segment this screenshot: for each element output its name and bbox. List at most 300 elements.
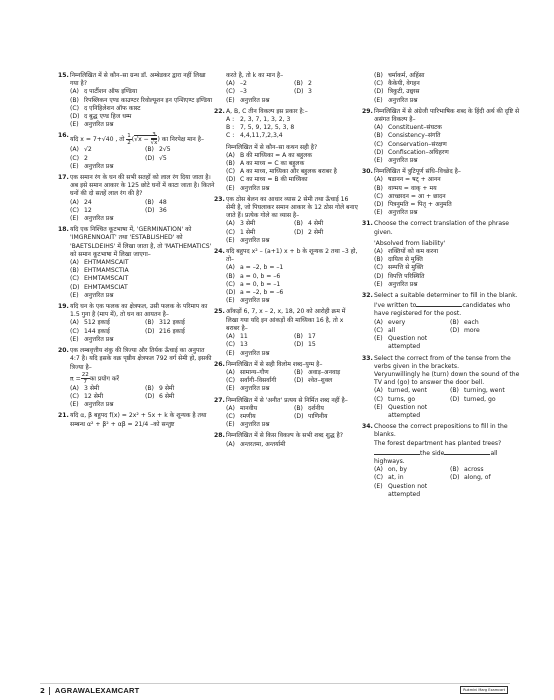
option-label: (B) — [145, 384, 154, 392]
answer-option — [226, 264, 358, 272]
option-text: अनुत्तरित प्रश्न — [388, 96, 418, 104]
answer-option — [145, 207, 216, 215]
answer-option — [374, 319, 446, 327]
option-text: 11 — [240, 333, 248, 341]
answer-option — [226, 124, 358, 132]
answer-option — [374, 185, 522, 193]
option-label: (A) — [374, 248, 383, 256]
answer-option — [294, 80, 358, 88]
option-text: अनुत्तरित प्रश्न — [240, 385, 270, 393]
sentence-start: I've written to — [374, 302, 417, 310]
answer-option — [374, 273, 522, 281]
question-number: 30. — [362, 168, 373, 176]
options-list — [70, 146, 216, 171]
question-stem — [214, 248, 358, 264]
option-label: (A) — [70, 259, 79, 267]
option-text: 216 इकाई — [159, 327, 185, 335]
options-grid — [374, 387, 522, 420]
answer-option — [145, 385, 216, 393]
question-number: 31. — [362, 220, 373, 228]
answer-option — [70, 105, 216, 113]
question-number: 19. — [58, 303, 69, 311]
option-text: a = 0, b = –1 — [240, 280, 281, 288]
option-label: (B) — [70, 267, 79, 275]
option-text: अनुत्तरित प्रश्न — [388, 280, 418, 288]
options-list — [70, 88, 216, 129]
option-label: (D) — [294, 341, 304, 349]
footer-divider — [40, 683, 510, 684]
option-label: (C) — [70, 206, 80, 214]
answer-option — [294, 413, 358, 421]
option-text: A का माध्य, माध्यिका और बहुलक बराबर है — [240, 168, 337, 176]
question-stem — [214, 144, 358, 152]
option-text: अन्तरतमा, अन्तर्यामी — [240, 440, 286, 448]
options-list — [70, 319, 216, 344]
option-label: (C) — [226, 280, 236, 288]
option-text: A का माध्य = C का बहुलक — [240, 160, 305, 168]
question-stem — [58, 132, 216, 146]
question-stem — [214, 108, 358, 116]
question-number: 26. — [214, 360, 225, 368]
option-label: (B) — [374, 72, 383, 79]
option-text: EHTMAMSCAIT — [84, 259, 129, 267]
answer-option — [226, 369, 290, 377]
option-label: (E) — [226, 421, 235, 429]
answer-option — [374, 132, 522, 140]
option-label: (A) — [374, 466, 383, 474]
option-text: 6 सेमी — [159, 392, 175, 400]
question-text: निम्नलिखित में से किस विकल्प के सभी शब्द शुद्ध है? — [226, 432, 343, 440]
answer-option — [226, 185, 358, 193]
answer-option — [145, 155, 216, 163]
option-label: (D) — [450, 395, 460, 403]
option-label: (C) — [226, 377, 236, 385]
question-text: यदि α, β बहुपद f(x) = 2x² + 5x + k के शून्यक है तथा सम्बन्ध α² + β² + αβ = 21/4 –को सन्तुष्ट — [70, 412, 207, 428]
question-text: Choose the correct prepositions to fill in the blanks. — [374, 423, 508, 439]
option-text: 2 सेमी — [308, 228, 324, 236]
answer-option — [374, 327, 446, 335]
option-label: (B) — [450, 387, 459, 395]
option-label: (D) — [145, 392, 155, 400]
option-text: 144 इकाई — [84, 327, 110, 335]
option-text: Question not attempted — [388, 335, 428, 351]
option-label: (D) — [294, 412, 304, 420]
option-label: (E) — [226, 96, 235, 104]
option-label: (A) — [226, 440, 235, 448]
answer-option — [294, 369, 358, 377]
option-text: द बुद्ध एण्ड हिज धम्म — [84, 113, 132, 121]
answer-option — [294, 220, 358, 228]
option-label: (D) — [450, 326, 460, 334]
option-label: (D) — [374, 201, 384, 209]
option-text: श्वेत–शुक्ल — [308, 377, 333, 385]
option-text: 3 — [308, 88, 312, 96]
math-prefix: यदि x = 7+√40 , तो — [70, 136, 125, 144]
question-number: 24. — [214, 248, 225, 256]
option-text: 2, 3, 7, 1, 3, 2, 3 — [240, 116, 291, 124]
option-text: चर्माकर्म, अहिंसा — [388, 72, 425, 79]
answer-option — [70, 319, 141, 327]
option-text: अवाड़–अनवाड़ — [308, 368, 341, 376]
option-text: द पार्टीशन ऑफ इण्डिया — [84, 88, 138, 96]
options-list — [374, 72, 522, 105]
answer-option — [226, 80, 290, 88]
option-label: (D) — [294, 88, 304, 96]
option-text: दर्शनीय — [308, 404, 324, 412]
options-list — [226, 220, 358, 245]
question-stem — [214, 196, 358, 221]
option-label: (E) — [374, 157, 383, 165]
question-text: 'Absolved from liability' — [374, 239, 446, 247]
option-text: त्रिकुटी, उछ्वास — [388, 88, 420, 96]
option-label: (B) — [294, 368, 303, 376]
option-label: (C) — [70, 104, 80, 112]
option-text: 17 — [308, 333, 316, 341]
fill-blank — [416, 300, 462, 307]
option-label: (D) — [226, 289, 236, 297]
option-text: every — [388, 318, 406, 326]
option-label: (A) — [70, 319, 79, 327]
question-number: 28. — [214, 432, 225, 440]
answer-option — [70, 88, 216, 96]
question-number: 22. — [214, 107, 225, 115]
option-label: (B) — [294, 404, 303, 412]
question-text: आँकड़ों 6, 7, x – 2, x, 18, 20 को आरोही क्रम में लिखा गया यदि इन आंकड़ों की माध्यिका 16 है, तो x बराबर है– — [226, 308, 346, 332]
column-left — [58, 72, 216, 432]
option-text: 312 इकाई — [159, 319, 185, 327]
question-item — [214, 308, 358, 357]
options-list — [226, 264, 358, 305]
question-item — [58, 72, 216, 129]
option-label: (E) — [226, 385, 235, 393]
option-text: turned, go — [464, 395, 496, 403]
option-text: मानवीय — [240, 404, 258, 412]
option-label: (C) — [70, 154, 80, 162]
option-text: EHMTAMSCAIT — [84, 275, 129, 283]
option-text: C का माध्य = B की माध्यिका — [240, 176, 308, 184]
option-label: (B) — [294, 80, 303, 88]
option-text: Confiscation–अधिहरण — [388, 148, 449, 156]
question-34 — [362, 423, 522, 499]
question-sentence: The forest department has planted trees? — [374, 439, 502, 447]
option-text: सम्पत्ति से मुक्ति — [388, 264, 424, 272]
option-label: (C) — [374, 192, 384, 200]
answer-option — [70, 163, 141, 171]
answer-option — [70, 199, 141, 207]
question-item — [214, 397, 358, 430]
answer-option — [226, 350, 290, 358]
answer-option — [294, 341, 358, 349]
answer-option — [226, 297, 358, 305]
question-number: 18. — [58, 226, 69, 234]
option-label: (B) — [374, 184, 383, 192]
option-text: अनुत्तरित प्रश्न — [84, 291, 114, 299]
answer-option — [70, 207, 141, 215]
answer-option — [374, 88, 522, 96]
answer-option — [374, 141, 522, 149]
question-text: यदि एक निश्चित कूटभाषा में, 'GERMINATION' को 'IMGRENNOAIT' तथा 'ESTABLISHED' को 'BAETSLDEIHS' में लिखा जाता है, तो 'MATHEMATICS' को समान कूटभाषा में लिखा जाएगा– — [70, 226, 212, 258]
option-label: (B) — [294, 220, 303, 228]
option-label: (C) — [226, 88, 236, 96]
option-text: रमणीय — [240, 412, 256, 420]
option-label: (E) — [226, 349, 235, 357]
answer-option — [450, 474, 522, 482]
sentence-part: all — [490, 449, 498, 457]
option-text: along, of — [464, 474, 491, 482]
option-text: Conservation–संरक्षण — [388, 140, 447, 148]
question-text: करते है, तो k का मान है– — [226, 72, 284, 79]
answer-option — [145, 199, 216, 207]
question-32 — [362, 292, 522, 351]
option-text: अनुत्तरित प्रश्न — [240, 421, 270, 429]
option-text: EHMTAMSCIAT — [84, 283, 128, 291]
question-number: 23. — [214, 195, 225, 203]
answer-option — [226, 421, 290, 429]
brand-logo: AGRAWAL — [54, 685, 96, 695]
option-text: 4 सेमी — [308, 220, 324, 228]
option-text: 48 — [159, 198, 167, 206]
answer-option — [70, 393, 141, 401]
question-stem — [58, 72, 216, 88]
option-text: आच्छादन = आ + छादन — [388, 192, 446, 200]
option-label: (B) — [145, 319, 154, 327]
option-text: B की माध्यिका = A का बहुलक — [240, 151, 313, 159]
option-label: (A) — [226, 220, 235, 228]
option-text: Question not attempted — [388, 403, 428, 419]
option-label: (A) — [70, 88, 79, 96]
column-right — [362, 72, 522, 502]
option-label: (A) — [226, 404, 235, 412]
option-text: 2 — [308, 80, 312, 88]
answer-option — [374, 193, 522, 201]
question-text: Select a suitable determiner to fill in the blank. — [374, 292, 518, 300]
question-number — [214, 72, 226, 80]
option-text: 7, 5, 9, 12, 5, 3, 8 — [240, 124, 295, 132]
option-text: अनुत्तरित प्रश्न — [84, 121, 114, 129]
option-text: 13 — [240, 341, 248, 349]
option-text: Constituent–संघटक — [388, 124, 442, 132]
question-number — [362, 240, 374, 248]
math-suffix: का निरपेक्ष मान है– — [161, 136, 205, 144]
answer-option — [70, 155, 141, 163]
question-stem — [214, 361, 358, 369]
question-stem — [362, 220, 522, 236]
answer-option — [374, 474, 446, 482]
answer-option — [70, 215, 141, 223]
question-stem — [214, 397, 358, 405]
option-label: (C) — [226, 412, 236, 420]
option-text: विपत्ति परिस्थिति — [388, 272, 425, 280]
formula-tail: का प्रयोग करें — [89, 375, 120, 383]
answer-option — [374, 483, 446, 499]
answer-option — [374, 72, 522, 80]
option-text: रिपब्लिकन एण्ड काउण्टर रिवोल्यूशन इन एन्शिएण्ट इण्डिया — [84, 96, 213, 104]
option-text: √2 — [84, 146, 92, 154]
options-grid — [374, 466, 522, 499]
answer-option — [70, 97, 216, 105]
option-text: अनुत्तरित प्रश्न — [388, 157, 418, 165]
options-list — [226, 80, 358, 105]
answer-option — [226, 229, 290, 237]
option-label: (A) — [374, 176, 383, 184]
question-item — [362, 220, 522, 236]
answer-option — [70, 121, 216, 129]
option-text: अनुत्तरित प्रश्न — [84, 162, 114, 170]
option-text: दायित्व से मुक्ति — [388, 256, 423, 264]
question-stem — [58, 347, 216, 372]
footer-separator — [49, 687, 50, 695]
option-label: (C) — [70, 392, 80, 400]
option-text: अनुत्तरित प्रश्न — [84, 401, 114, 409]
option-label: (C) — [70, 327, 80, 335]
answer-option — [374, 157, 522, 165]
options-list — [226, 441, 358, 449]
option-label: (A) — [226, 333, 235, 341]
answer-option — [70, 284, 216, 292]
answer-option — [226, 116, 358, 124]
option-text: at, in — [388, 474, 404, 482]
option-text: a = –2, b = –6 — [240, 289, 284, 297]
answer-option — [226, 237, 290, 245]
question-stem — [58, 303, 216, 319]
option-label: (C) — [226, 168, 236, 176]
answer-option — [145, 328, 216, 336]
answer-option — [374, 264, 522, 272]
option-text: a = 0, b = –6 — [240, 272, 281, 280]
option-label: (E) — [226, 297, 235, 305]
question-number: 16. — [58, 132, 69, 140]
question-number: 34. — [362, 423, 373, 431]
question-number: 32. — [362, 292, 373, 300]
answer-option — [294, 405, 358, 413]
option-label: (E) — [374, 403, 383, 411]
answer-option — [374, 404, 446, 420]
question-number: 17. — [58, 174, 69, 182]
question-number: 20. — [58, 347, 69, 355]
question-item — [362, 240, 522, 289]
question-stem — [58, 412, 216, 428]
answer-option — [374, 209, 522, 217]
option-text: पाणिनीय — [308, 412, 328, 420]
answer-option — [374, 97, 522, 105]
option-text: √5 — [159, 154, 167, 162]
question-text: Choose the correct translation of the phrase given. — [374, 220, 509, 236]
question-text: यदि घन के एक फलक का क्षेत्रफल, उसी फलक के परिमाप का 1.5 गुना है (माप में), तो घन का आयतन है– — [70, 303, 208, 319]
options-list — [70, 199, 216, 224]
option-label: (E) — [226, 236, 235, 244]
option-text: on, by — [388, 466, 407, 474]
option-text: अनुत्तरित प्रश्न — [240, 236, 270, 244]
option-label: (D) — [294, 228, 304, 236]
question-text: A, B, C तीन विकल्प इस प्रकार है:– — [226, 107, 308, 115]
option-text: Consistency–संगति — [388, 132, 441, 140]
option-label: (A) — [70, 198, 79, 206]
option-label: (B) — [226, 272, 235, 280]
question-list-right — [362, 72, 522, 289]
question-text: निम्नलिखित में से कौन–सा ग्रन्थ डॉ. अम्बेडकर द्वारा नहीं लिखा गया है? — [70, 72, 206, 88]
question-number: 15. — [58, 72, 69, 79]
answer-option — [226, 341, 290, 349]
option-text: सामान्य–गौण — [240, 368, 269, 376]
option-label: (E) — [70, 401, 79, 409]
question-item — [58, 412, 216, 428]
question-item — [58, 132, 216, 171]
brand-logo-suffix: EXAMCART — [95, 685, 140, 695]
options-list — [374, 248, 522, 289]
option-label: (C) — [70, 275, 80, 283]
option-text: 9 सेमी — [159, 384, 175, 392]
option-label: (C) — [374, 264, 384, 272]
question-item — [58, 347, 216, 409]
option-label: (D) — [145, 327, 155, 335]
option-text: Question not attempted — [388, 482, 428, 498]
answer-option — [374, 466, 446, 474]
option-label: (E) — [374, 209, 383, 217]
question-item — [362, 168, 522, 217]
option-text: 12 सेमी — [84, 392, 104, 400]
question-text: एक ठोस बेलन का आधार व्यास 2 सेमी तथा ऊँचाई 16 सेमी है, जो पिघलाकर समान आकार के 12 ठोस गोले बनाए जाते हैं। प्रत्येक गोले का व्यास है– — [226, 195, 358, 220]
question-text: एक लम्बवृत्तीय शंकु की त्रिज्या और तिर्यक ऊँचाई का अनुपात 4:7 है। यदि इसके वक्र पृष्ठीय क्षेत्रफल 792 वर्ग सेमी हो, इसकी त्रिज्या है– — [70, 347, 212, 371]
option-text: 4,4,11,7,2,3,4 — [240, 132, 283, 140]
question-item — [214, 248, 358, 305]
option-label: (E) — [374, 280, 383, 288]
column-middle — [214, 72, 358, 452]
question-item — [362, 108, 522, 165]
answer-option — [374, 335, 446, 351]
fraction-denominator: 7 — [83, 378, 87, 385]
sentence-part: the side — [420, 449, 445, 457]
option-label: (E) — [226, 184, 235, 192]
question-text-math — [70, 132, 216, 146]
question-item — [214, 196, 358, 245]
option-label: (B) — [374, 256, 383, 264]
options-grid — [374, 319, 522, 352]
option-label: (A) — [226, 151, 235, 159]
question-stem — [362, 108, 522, 124]
option-text: –3 — [240, 88, 247, 96]
option-label: (D) — [374, 88, 384, 96]
answer-option — [450, 327, 522, 335]
option-label: (B) — [294, 333, 303, 341]
option-text: each — [464, 318, 479, 326]
answer-option — [294, 229, 358, 237]
question-number: 27. — [214, 396, 225, 404]
answer-option — [226, 132, 358, 140]
answer-option — [70, 113, 216, 121]
answer-option — [450, 387, 522, 395]
options-list — [226, 333, 358, 358]
question-item — [58, 303, 216, 344]
option-label: (E) — [70, 291, 79, 299]
option-text: 2 — [84, 154, 88, 162]
answer-option — [70, 275, 216, 283]
answer-option — [226, 385, 290, 393]
sentence-end: highways. — [374, 457, 405, 465]
fraction-numerator: 22 — [81, 371, 89, 378]
answer-option — [70, 336, 141, 344]
option-text: वाग्मय = वाक् + मय — [388, 184, 437, 192]
question-number: 33. — [362, 354, 373, 362]
option-text: all — [388, 326, 396, 334]
question-text: निम्नलिखित में से सही विलोम शब्द–युग्म है– — [226, 360, 323, 368]
answer-option — [294, 333, 358, 341]
option-text: across — [464, 466, 484, 474]
options-list — [70, 385, 216, 410]
option-text: turns, go — [388, 395, 416, 403]
option-text: द एनिहिलेशन ऑफ कास्ट — [84, 104, 141, 112]
option-label: (B) — [374, 132, 383, 140]
answer-option — [70, 259, 216, 267]
